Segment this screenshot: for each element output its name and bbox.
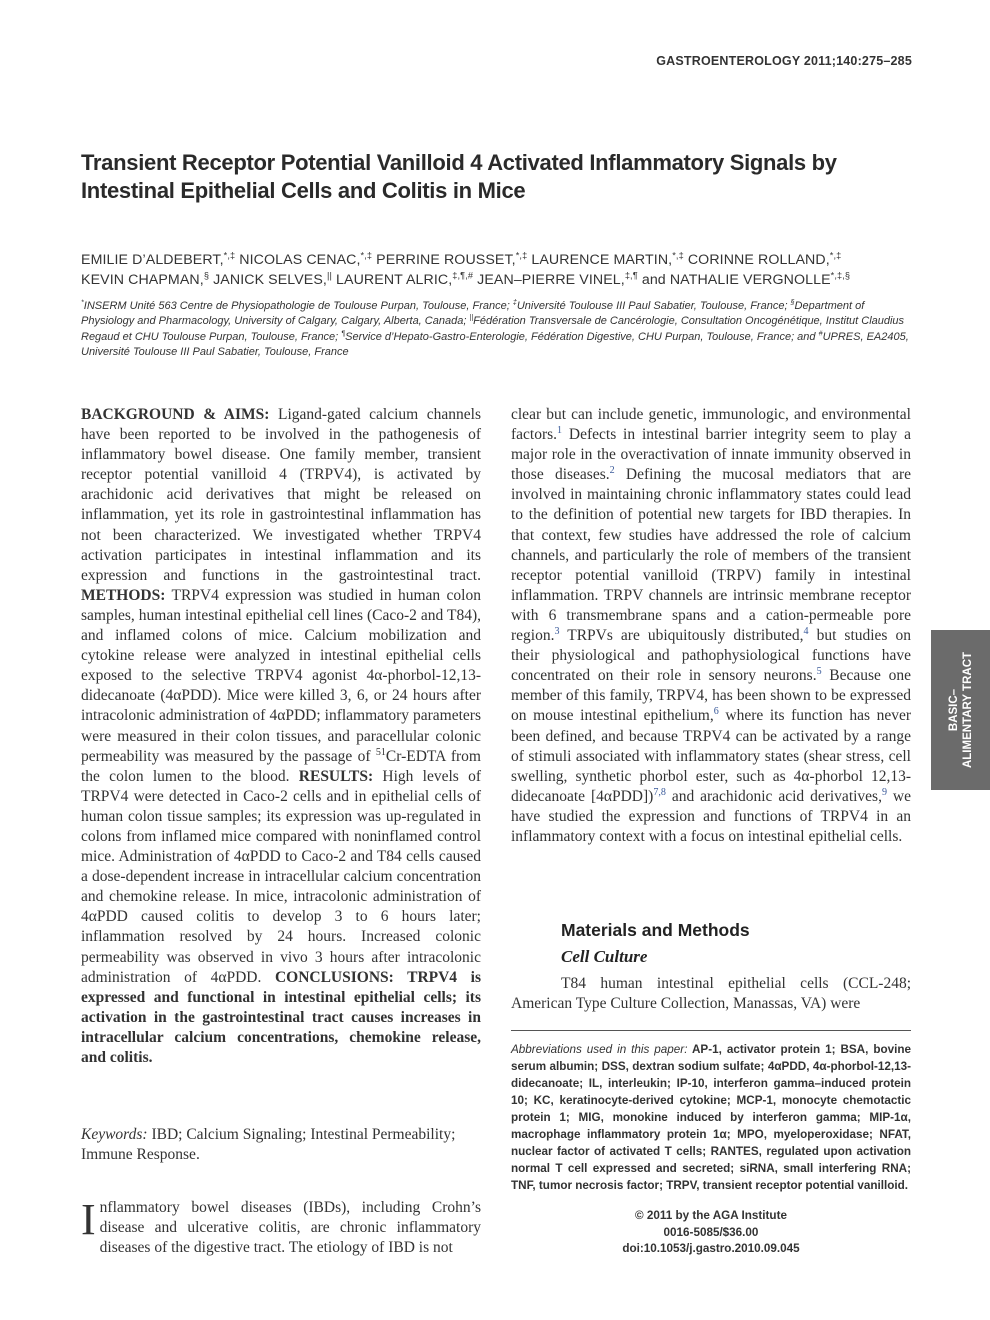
- affil-mark: ¶: [341, 329, 346, 338]
- doi[interactable]: doi:10.1053/j.gastro.2010.09.045: [622, 1242, 800, 1255]
- body-text: we have studied the expression and functions of TRPV4 in an inflammatory context with a focus on intestinal epithelial cells.: [511, 787, 912, 845]
- abstract-methods-label: METHODS:: [81, 586, 166, 604]
- reference-link[interactable]: 3: [554, 625, 560, 637]
- author-affil-marks: *,‡: [360, 250, 373, 261]
- abbreviations-text: AP-1, activator protein 1; BSA, bovine serum albumin; DSS, dextran sodium sulfate; 4αPDD, 4α-phorbol-12,13-didecanoate; IL, interleukin; IP-10, interferon gamma–induced protein 10; KC, keratinocyte-derived cytokine; MCP-1, monocyte chemotactic protein 1; MIG, monokine induced by interferon gamma; MIP-1α, macrophage inflammatory protein 1α; MPO, myeloperoxidase; NFAT, nuclear factor of activated T cells; RANTES, regulated upon activation normal T cell expressed and secreted; siRNA, small interfering RNA; TNF, tumor necrosis factor; TRPV, transient receptor potential vanilloid.: [511, 1043, 911, 1192]
- abstract: [81, 405, 481, 1068]
- author-affil-marks: ||: [326, 270, 332, 281]
- reference-link[interactable]: 7,8: [653, 786, 666, 798]
- body-text: clear but can include genetic, immunologic, and environmental factors.: [511, 406, 911, 444]
- affiliation: Fédération Transversale de Cancérologie, Consultation Oncogénétique, Institut Claudius Regaud et CHU Toulouse Purpan, Toulouse, France;: [81, 315, 905, 343]
- copyright-line: © 2011 by the AGA Institute: [635, 1209, 787, 1222]
- body-text: Defects in intestinal barrier integrity seem to play a major role in the overactivation of innate immunity observed in those diseases.: [511, 426, 911, 484]
- author-affil-marks: §: [203, 270, 210, 281]
- section-heading-materials-methods: Materials and Methods: [561, 920, 750, 940]
- journal-reference: GASTROENTEROLOGY 2011;140:275–285: [656, 54, 912, 68]
- author: KEVIN CHAPMAN,: [81, 272, 204, 288]
- reference-link[interactable]: 1: [557, 424, 563, 436]
- article-title: Transient Receptor Potential Vanilloid 4 Activated Inflammatory Signals by Intestinal Epithelial Cells and Colitis in Mice: [81, 150, 837, 203]
- author: LAURENCE MARTIN,: [527, 252, 673, 268]
- body-text: Defining the mucosal mediators that are involved in maintaining chronic inflammatory states could lead to the definition of potential new targets for IBD therapies. In that context, few studies have addressed the role of calcium channels, and particularly the role of members of the transient receptor potential vanilloid (TRPV) family in intestinal inflammation. TRPV channels are intrinsic membrane receptor with 6 transmembrane spans and a cation-permeable pore region.: [511, 466, 911, 645]
- abbreviations-footnote: [511, 1041, 911, 1194]
- side-tab-line: ALIMENTARY TRACT: [961, 651, 974, 769]
- author-affil-marks: *,‡: [672, 250, 684, 261]
- affiliation: Department of Physiology and Pharmacology, University of Calgary, Calgary, Alberta, Canada;: [81, 300, 865, 328]
- author: and NATHALIE VERGNOLLE: [637, 272, 831, 288]
- author: LAURENT ALRIC,: [331, 272, 453, 288]
- abstract-conclusions-text: TRPV4 is expressed and functional in intestinal epithelial cells; its activation in the gastrointestinal tract causes increases in intracellular calcium concentrations, chemokine release, and colitis.: [81, 968, 481, 1066]
- abstract-methods-text: TRPV4 expression was studied in human colon samples, human intestinal epithelial cell lines (Caco-2 and T84), and inflamed colons of mice. Calcium mobilization and cytokine release were analyzed in intestinal epithelial cells exposed to the selective TRPV4 agonist 4α-phorbol-12,13-didecanoate (4αPDD). Mice were killed 3, 6, or 24 hours after intracolonic administration of 4αPDD; inflammatory parameters were measured in their colon tissues, and paracellular colonic permeability was measured by the passage of: [81, 586, 481, 765]
- side-tab-line: BASIC–: [947, 688, 960, 732]
- author-list: [81, 250, 911, 290]
- author: JEAN–PIERRE VINEL,: [473, 272, 625, 288]
- subsection-heading-cell-culture: Cell Culture: [561, 947, 648, 966]
- abstract-results-label: RESULTS:: [298, 767, 374, 785]
- author-affil-marks: ‡,¶: [624, 270, 638, 281]
- author-affil-marks: *,‡,§: [830, 270, 851, 281]
- author: JANICK SELVES,: [209, 272, 327, 288]
- affiliation: INSERM Unité 563 Centre de Physiopathologie de Toulouse Purpan, Toulouse, France;: [83, 300, 513, 312]
- affil-mark: *: [81, 298, 84, 307]
- body-text: where its function has never been defined, and because TRPV4 can be activated by a range of stimuli associated with inflammatory states (shear stress, cell swelling, synthetic phorbol ester, such as 4α-phorbol 12,13-didecanoate [4αPDD]): [511, 707, 911, 805]
- author: NICOLAS CENAC,: [235, 252, 361, 268]
- body-text: Because one member of this family, TRPV4, has been shown to be expressed on mouse intestinal epithelium,: [511, 667, 911, 725]
- abstract-background-label: BACKGROUND & AIMS:: [81, 406, 270, 423]
- affiliations: [81, 299, 911, 361]
- author: EMILIE D’ALDEBERT,: [81, 252, 224, 268]
- affil-mark: §: [790, 298, 795, 307]
- reference-link[interactable]: 9: [881, 786, 887, 798]
- cell-culture-text: T84 human intestinal epithelial cells (CCL-248; American Type Culture Collection, Manassas, VA) were: [511, 975, 911, 1013]
- keywords-text: IBD; Calcium Signaling; Intestinal Permeability; Immune Response.: [81, 1126, 456, 1164]
- copyright-block: [511, 1208, 911, 1258]
- isotope-superscript: 51: [375, 746, 386, 758]
- keywords-label: Keywords:: [81, 1126, 148, 1143]
- abstract-conclusions-label: CONCLUSIONS:: [274, 968, 394, 986]
- drop-cap: I: [81, 1195, 96, 1244]
- introduction-paragraph: [81, 1195, 481, 1258]
- body-text: TRPVs are ubiquitously distributed,: [559, 627, 804, 645]
- affil-mark: ||: [469, 313, 474, 322]
- author-affil-marks: *,‡: [829, 250, 842, 261]
- abbreviations-label: Abbreviations used in this paper:: [511, 1043, 688, 1056]
- author-affil-marks: *,‡: [223, 250, 236, 261]
- abstract-background-text: Ligand-gated calcium channels have been reported to be involved in the pathogenesis of inflammatory bowel disease. One family member, transient receptor potential vanilloid 4 (TRPV4), is activated by arachidonic acid derivatives that might be released on inflammation, yet its role in gastrointestinal inflammation has not been characterized. We investigated whether TRPV4 activation participates in intestinal inflammation and its expression and functions in the gastrointestinal tract.: [81, 406, 481, 584]
- reference-link[interactable]: 5: [816, 666, 822, 678]
- issn-price: 0016-5085/$36.00: [663, 1225, 759, 1239]
- introduction-continued: [511, 405, 911, 847]
- affiliation: Service d’Hepato-Gastro-Enterologie, Fédération Digestive, CHU Purpan, Toulouse, France; and: [345, 330, 819, 343]
- affil-mark: ‡: [512, 298, 517, 307]
- author: CORINNE ROLLAND,: [683, 252, 830, 268]
- affiliation: UPRES, EA2405, Université Toulouse III Paul Sabatier, Toulouse, France: [81, 330, 909, 359]
- reference-link[interactable]: 6: [713, 706, 719, 718]
- affil-mark: #: [818, 329, 823, 338]
- abstract-results-text: High levels of TRPV4 were detected in Caco-2 cells and in epithelial cells of human colon tissue samples; its expression was up-regulated in colons from inflamed mice compared with noninflamed control mice. Administration of 4αPDD to Caco-2 and T84 cells caused a dose-dependent increase in intracellular calcium concentration and chemokine release. In mice, intracolonic administration of 4αPDD caused colitis to develop 3 to 6 hours later; inflammation resolved by 24 hours. Increased colonic permeability was observed in vivo 3 hours after intracolonic administration of 4αPDD.: [81, 767, 481, 986]
- abstract-methods-text-cont: Cr-EDTA from the colon lumen to the blood.: [81, 747, 481, 785]
- body-text: and arachidonic acid derivatives,: [665, 787, 882, 805]
- reference-link[interactable]: 4: [803, 625, 809, 637]
- section-side-tab: [931, 630, 990, 790]
- reference-link[interactable]: 2: [609, 465, 615, 477]
- footnote-divider: [511, 1030, 911, 1031]
- author-affil-marks: *,‡: [515, 250, 528, 261]
- author: PERRINE ROUSSET,: [372, 252, 516, 268]
- body-text: but studies on their physiological and pathophysiological functions have concentrated on their role in sensory neurons.: [511, 627, 911, 685]
- author-affil-marks: ‡,¶,#: [452, 270, 474, 281]
- side-tab-label: [947, 652, 975, 768]
- affiliation: Université Toulouse III Paul Sabatier, Toulouse, France;: [516, 300, 791, 312]
- keywords: [81, 1125, 481, 1165]
- introduction-text: nflammatory bowel diseases (IBDs), including Crohn’s disease and ulcerative colitis, are chronic inflammatory diseases of the digestive tract. The etiology of IBD is not: [99, 1199, 481, 1257]
